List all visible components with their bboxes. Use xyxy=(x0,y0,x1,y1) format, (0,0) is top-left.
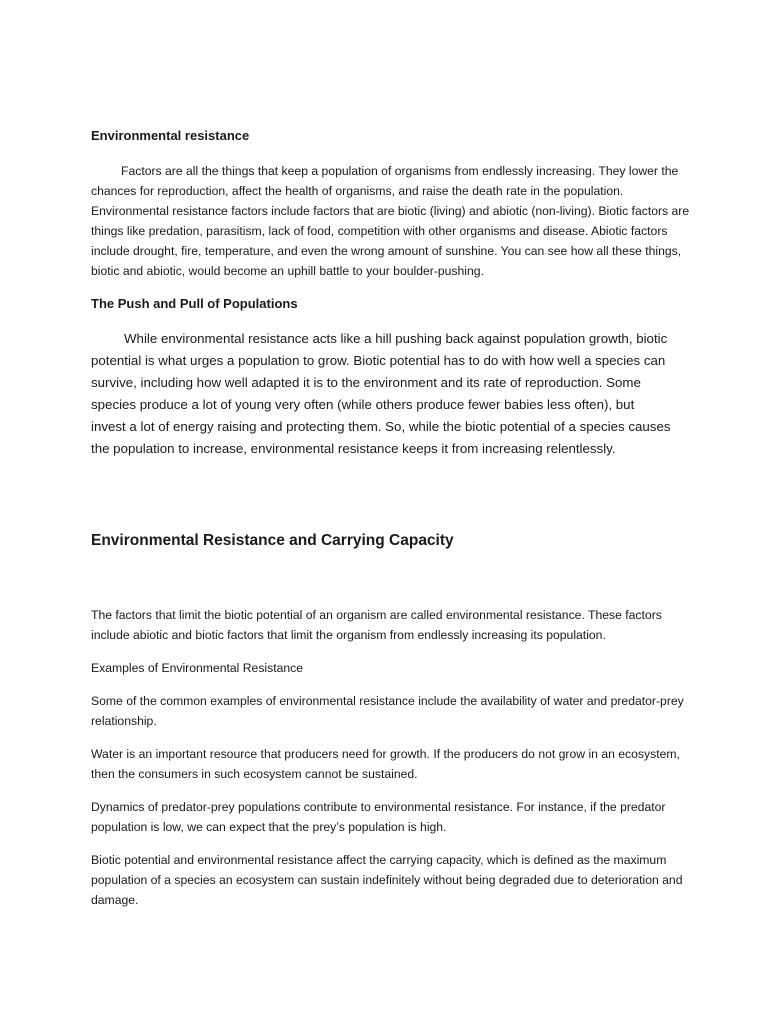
paragraph-environmental-resistance-factors: Factors are all the things that keep a population of organisms from endlessly increasing. They lower the chances for reproduction, affect the health of organisms, and raise the death rate in the population. Environmental resistance factors include factors that are biotic (living) and abiotic (non-living). Biotic factors are things like predation, parasitism, lack of food, competition with other organisms and disease. Abiotic factors include drought, fire, temperature, and even the wrong amount of sunshine. You can see how all these things, biotic and abiotic, would become an uphill battle to your boulder-pushing. xyxy=(91,164,690,278)
section-heading-environmental-resistance: Environmental resistance xyxy=(91,128,250,143)
paragraph-push-and-pull: While environmental resistance acts like a hill pushing back against population growth, biotic potential is what urges a population to grow. Biotic potential has to do with how well a species can survive, including how well adapted it is to the environment and its rate of reproduction. Some species produce a lot of young very often (while others produce fewer babies less often), but invest a lot of energy raising and protecting them. So, while the biotic potential of a species causes the population to increase, environmental resistance keeps it from increasing relentlessly. xyxy=(91,331,671,456)
paragraph-carrying-capacity: Biotic potential and environmental resistance affect the carrying capacity, which is defined as the maximum population of a species an ecosystem can sustain indefinitely without being degraded due to deterioration and damage. xyxy=(91,853,683,907)
section-heading-push-and-pull: The Push and Pull of Populations xyxy=(91,296,298,311)
paragraph-common-examples: Some of the common examples of environmental resistance include the availability of water and predator-prey relationship. xyxy=(91,694,684,728)
subheading-examples: Examples of Environmental Resistance xyxy=(91,661,304,675)
section-heading-carrying-capacity: Environmental Resistance and Carrying Capacity xyxy=(91,532,454,549)
paragraph-limiting-factors: The factors that limit the biotic potential of an organism are called environmental resistance. These factors include abiotic and biotic factors that limit the organism from endlessly increasing its population. xyxy=(91,608,662,642)
paragraph-water-resource: Water is an important resource that producers need for growth. If the producers do not grow in an ecosystem, then the consumers in such ecosystem cannot be sustained. xyxy=(91,747,680,781)
paragraph-predator-prey: Dynamics of predator-prey populations contribute to environmental resistance. For instance, if the predator population is low, we can expect that the prey’s population is high. xyxy=(91,800,666,834)
